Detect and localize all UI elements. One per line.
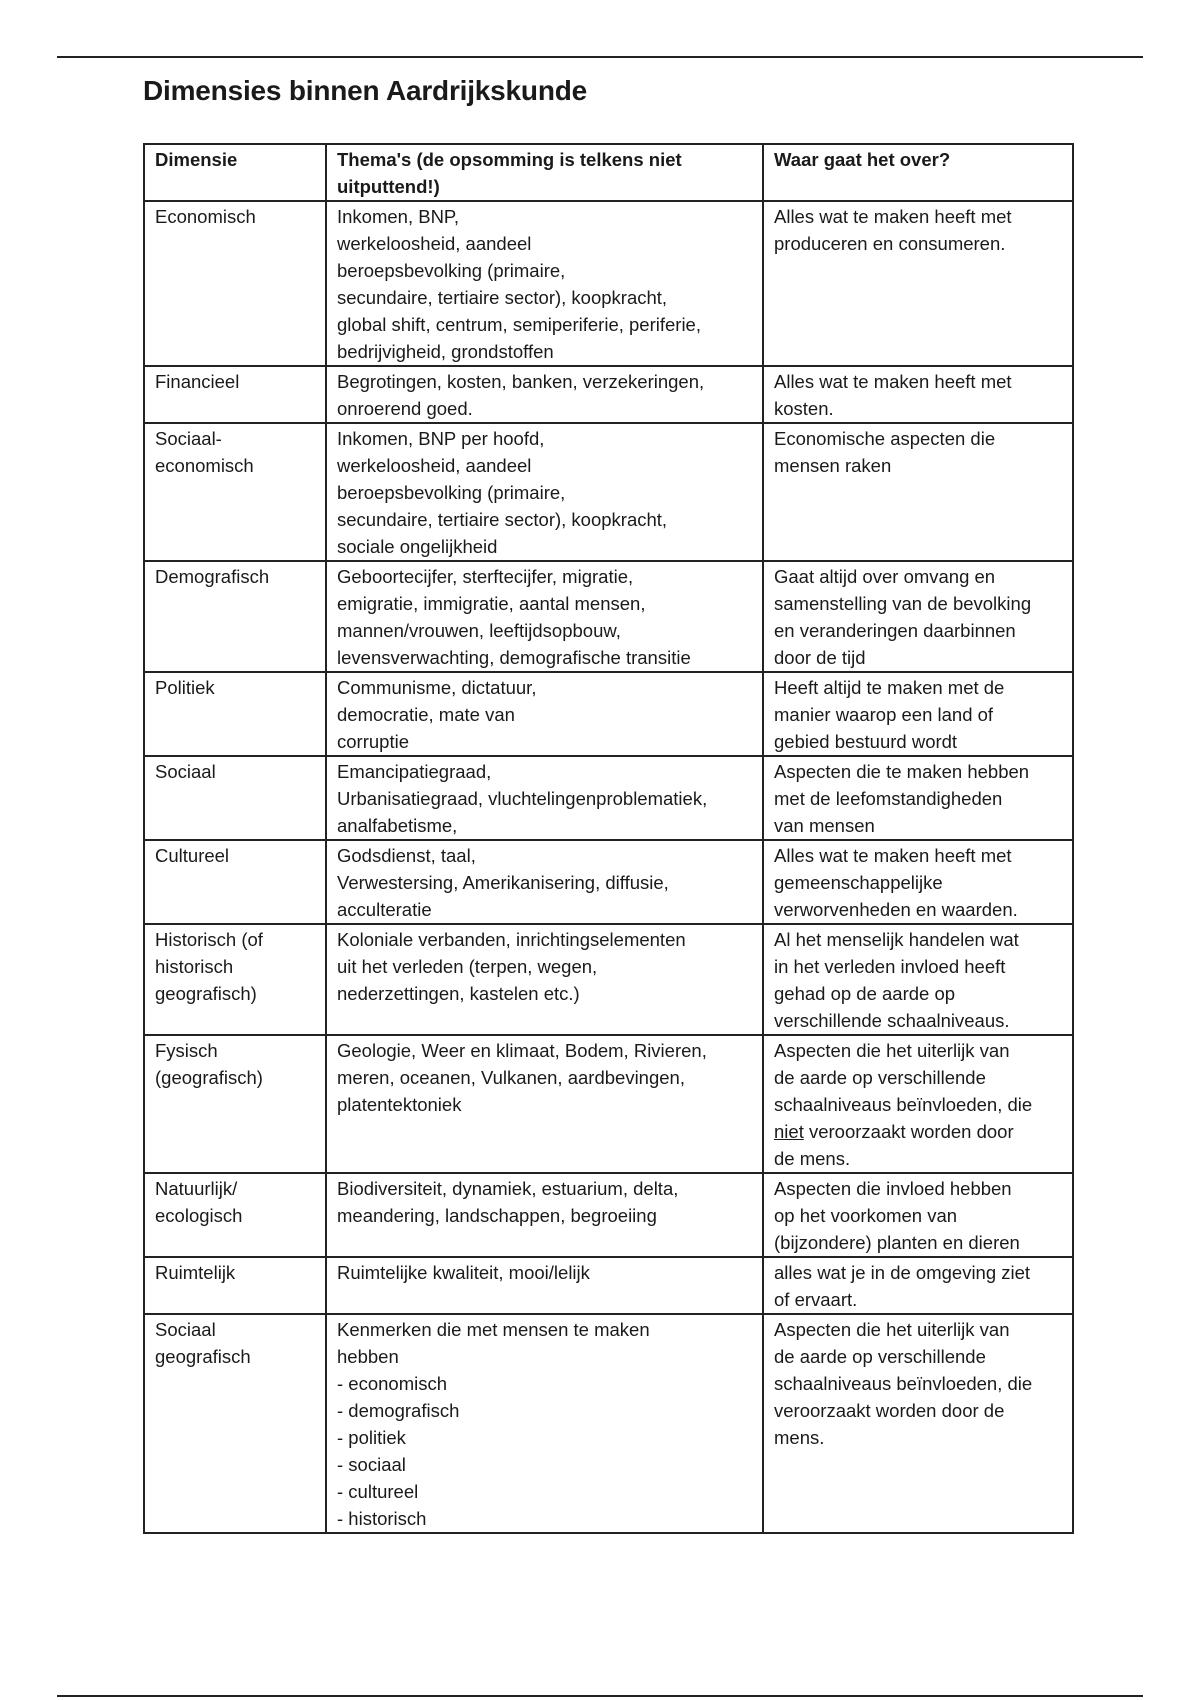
cell-waar [763, 1035, 1073, 1173]
underlined-word: niet [774, 1121, 804, 1142]
cell-themas: Ruimtelijke kwaliteit, mooi/lelijk [326, 1257, 763, 1314]
cell-waar: Gaat altijd over omvang en samenstelling van de bevolking en veranderingen daarbinnen door de tijd [763, 561, 1073, 672]
table-row [144, 1314, 1073, 1533]
cell-themas: Inkomen, BNP per hoofd, werkeloosheid, aandeel beroepsbevolking (primaire, secundaire, tertiaire sector), koopkracht, sociale ongelijkheid [326, 423, 763, 561]
cell-dimensie: Sociaal geografisch [144, 1314, 326, 1533]
cell-themas: Geboortecijfer, sterftecijfer, migratie, emigratie, immigratie, aantal mensen, mannen/vrouwen, leeftijdsopbouw, levensverwachting, demografische transitie [326, 561, 763, 672]
header-dimensie: Dimensie [144, 144, 326, 201]
table-row [144, 1173, 1073, 1257]
cell-dimensie: Politiek [144, 672, 326, 756]
bottom-rule [57, 1695, 1143, 1697]
table-row [144, 672, 1073, 756]
cell-dimensie: Fysisch (geografisch) [144, 1035, 326, 1173]
cell-themas: Koloniale verbanden, inrichtingselementen uit het verleden (terpen, wegen, nederzettingen, kastelen etc.) [326, 924, 763, 1035]
cell-waar: Aspecten die invloed hebben op het voorkomen van (bijzondere) planten en dieren [763, 1173, 1073, 1257]
cell-waar-text: Aspecten die het uiterlijk van de aarde op verschillende schaalniveaus beïnvloeden, die [774, 1040, 1033, 1115]
cell-themas: Communisme, dictatuur, democratie, mate van corruptie [326, 672, 763, 756]
cell-themas: Geologie, Weer en klimaat, Bodem, Rivieren, meren, oceanen, Vulkanen, aardbevingen, platentektoniek [326, 1035, 763, 1173]
cell-themas: Begrotingen, kosten, banken, verzekeringen, onroerend goed. [326, 366, 763, 423]
cell-themas: Emancipatiegraad, Urbanisatiegraad, vluchtelingenproblematiek, analfabetisme, [326, 756, 763, 840]
table-row [144, 1257, 1073, 1314]
table-row [144, 840, 1073, 924]
table-row [144, 1035, 1073, 1173]
cell-waar: Alles wat te maken heeft met produceren en consumeren. [763, 201, 1073, 366]
cell-waar: Heeft altijd te maken met de manier waarop een land of gebied bestuurd wordt [763, 672, 1073, 756]
dimensions-table [143, 143, 1074, 1534]
table-row [144, 756, 1073, 840]
table-row [144, 423, 1073, 561]
cell-dimensie: Financieel [144, 366, 326, 423]
cell-dimensie: Ruimtelijk [144, 1257, 326, 1314]
top-rule [57, 56, 1143, 58]
header-themas: Thema's (de opsomming is telkens niet uitputtend!) [326, 144, 763, 201]
cell-themas: Godsdienst, taal, Verwestersing, Amerikanisering, diffusie, acculteratie [326, 840, 763, 924]
cell-waar-text: veroorzaakt worden door de mens. [774, 1121, 1014, 1169]
cell-themas: Kenmerken die met mensen te maken hebben - economisch - demografisch - politiek - sociaal - cultureel - historisch [326, 1314, 763, 1533]
table-row [144, 924, 1073, 1035]
header-waar: Waar gaat het over? [763, 144, 1073, 201]
cell-themas: Biodiversiteit, dynamiek, estuarium, delta, meandering, landschappen, begroeiing [326, 1173, 763, 1257]
table-row [144, 201, 1073, 366]
cell-themas: Inkomen, BNP, werkeloosheid, aandeel beroepsbevolking (primaire, secundaire, tertiaire sector), koopkracht, global shift, centrum, semiperiferie, periferie, bedrijvigheid, grondstoffen [326, 201, 763, 366]
cell-dimensie: Natuurlijk/ ecologisch [144, 1173, 326, 1257]
cell-dimensie: Sociaal- economisch [144, 423, 326, 561]
cell-dimensie: Historisch (of historisch geografisch) [144, 924, 326, 1035]
cell-waar: Economische aspecten die mensen raken [763, 423, 1073, 561]
cell-dimensie: Demografisch [144, 561, 326, 672]
table-header-row [144, 144, 1073, 201]
table-row [144, 366, 1073, 423]
cell-waar: Al het menselijk handelen wat in het verleden invloed heeft gehad op de aarde op verschillende schaalniveaus. [763, 924, 1073, 1035]
cell-waar: Alles wat te maken heeft met gemeenschappelijke verworvenheden en waarden. [763, 840, 1073, 924]
cell-dimensie: Economisch [144, 201, 326, 366]
cell-waar: Alles wat te maken heeft met kosten. [763, 366, 1073, 423]
cell-waar: Aspecten die te maken hebben met de leefomstandigheden van mensen [763, 756, 1073, 840]
cell-dimensie: Cultureel [144, 840, 326, 924]
page-title: Dimensies binnen Aardrijkskunde [143, 75, 588, 106]
cell-waar: alles wat je in de omgeving ziet of ervaart. [763, 1257, 1073, 1314]
cell-waar: Aspecten die het uiterlijk van de aarde op verschillende schaalniveaus beïnvloeden, die veroorzaakt worden door de mens. [763, 1314, 1073, 1533]
table-row [144, 561, 1073, 672]
cell-dimensie: Sociaal [144, 756, 326, 840]
